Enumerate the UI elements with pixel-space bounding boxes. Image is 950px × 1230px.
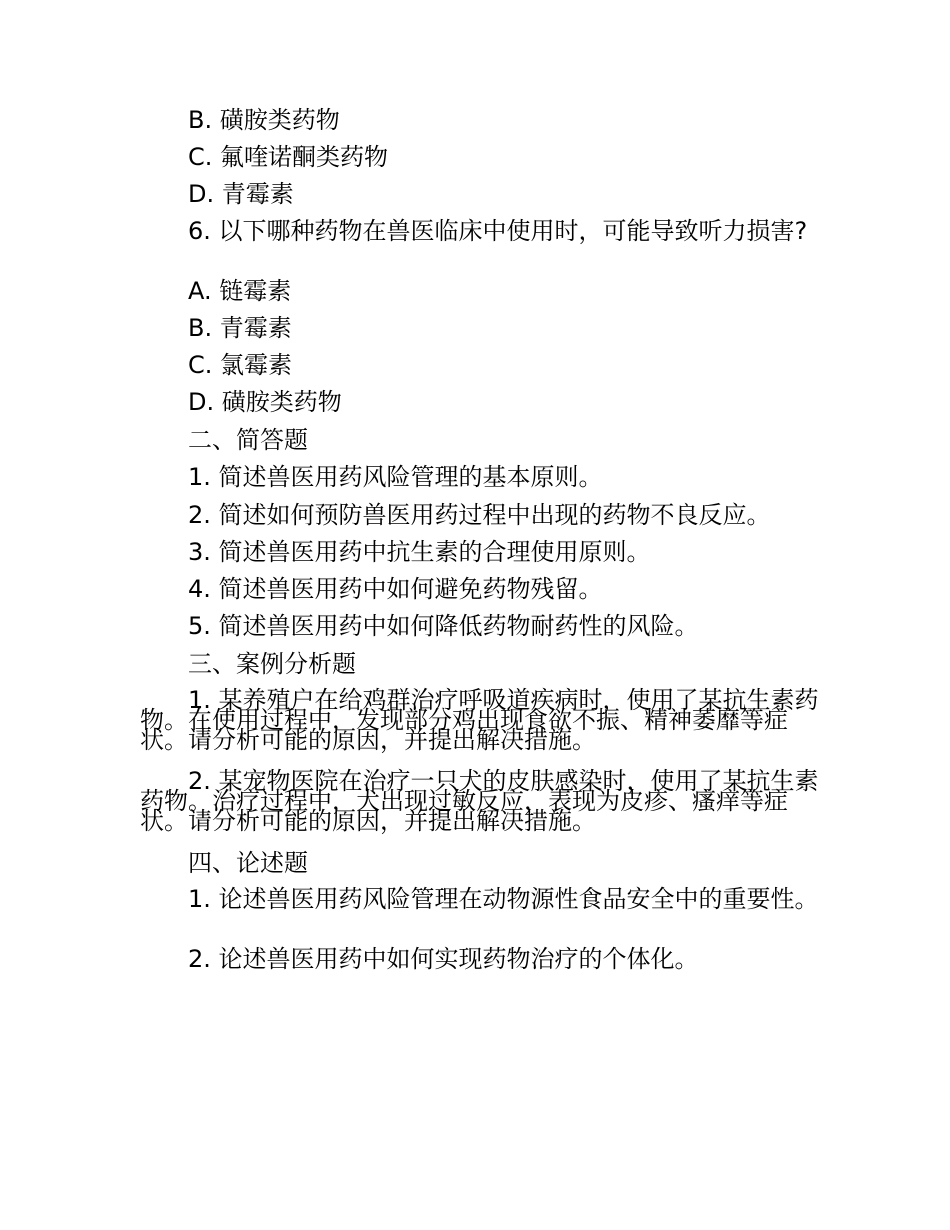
section2-item: 4. 简述兽医用药中如何避免药物残留。: [188, 575, 603, 603]
section2-heading: 二、简答题: [188, 426, 308, 454]
section3-case: 1. 某养殖户在给鸡群治疗呼吸道疾病时，使用了某抗生素药物。在使用过程中，发现部分鸡出现食欲不振、精神萎靡等症状。请分析可能的原因，并提出解决措施。: [140, 686, 819, 754]
q6-option-b: B. 青霉素: [188, 314, 292, 342]
q6-option-d: D. 磺胺类药物: [188, 388, 342, 416]
section2-item: 5. 简述兽医用药中如何降低药物耐药性的风险。: [188, 612, 699, 640]
q6-option-c: C. 氯霉素: [188, 351, 293, 379]
section3-case: 2. 某宠物医院在治疗一只犬的皮肤感染时，使用了某抗生素药物。治疗过程中，犬出现过敏反应，表现为皮疹、瘙痒等症状。请分析可能的原因，并提出解决措施。: [140, 767, 819, 835]
q5-option-d: D. 青霉素: [188, 180, 294, 208]
q5-option-c: C. 氟喹诺酮类药物: [188, 143, 389, 171]
q6-option-a: A. 链霉素: [188, 277, 292, 305]
section3-heading: 三、案例分析题: [188, 650, 356, 678]
section2-item: 2. 简述如何预防兽医用药过程中出现的药物不良反应。: [188, 501, 771, 529]
section4-heading: 四、论述题: [188, 849, 308, 877]
section2-item: 1. 简述兽医用药风险管理的基本原则。: [188, 463, 603, 491]
q6-stem: 6. 以下哪种药物在兽医临床中使用时，可能导致听力损害?: [188, 217, 808, 245]
section2-item: 3. 简述兽医用药中抗生素的合理使用原则。: [188, 538, 651, 566]
q5-option-b: B. 磺胺类药物: [188, 106, 340, 134]
section4-item: 1. 论述兽医用药风险管理在动物源性食品安全中的重要性。: [188, 885, 819, 913]
section4-item: 2. 论述兽医用药中如何实现药物治疗的个体化。: [188, 945, 699, 973]
